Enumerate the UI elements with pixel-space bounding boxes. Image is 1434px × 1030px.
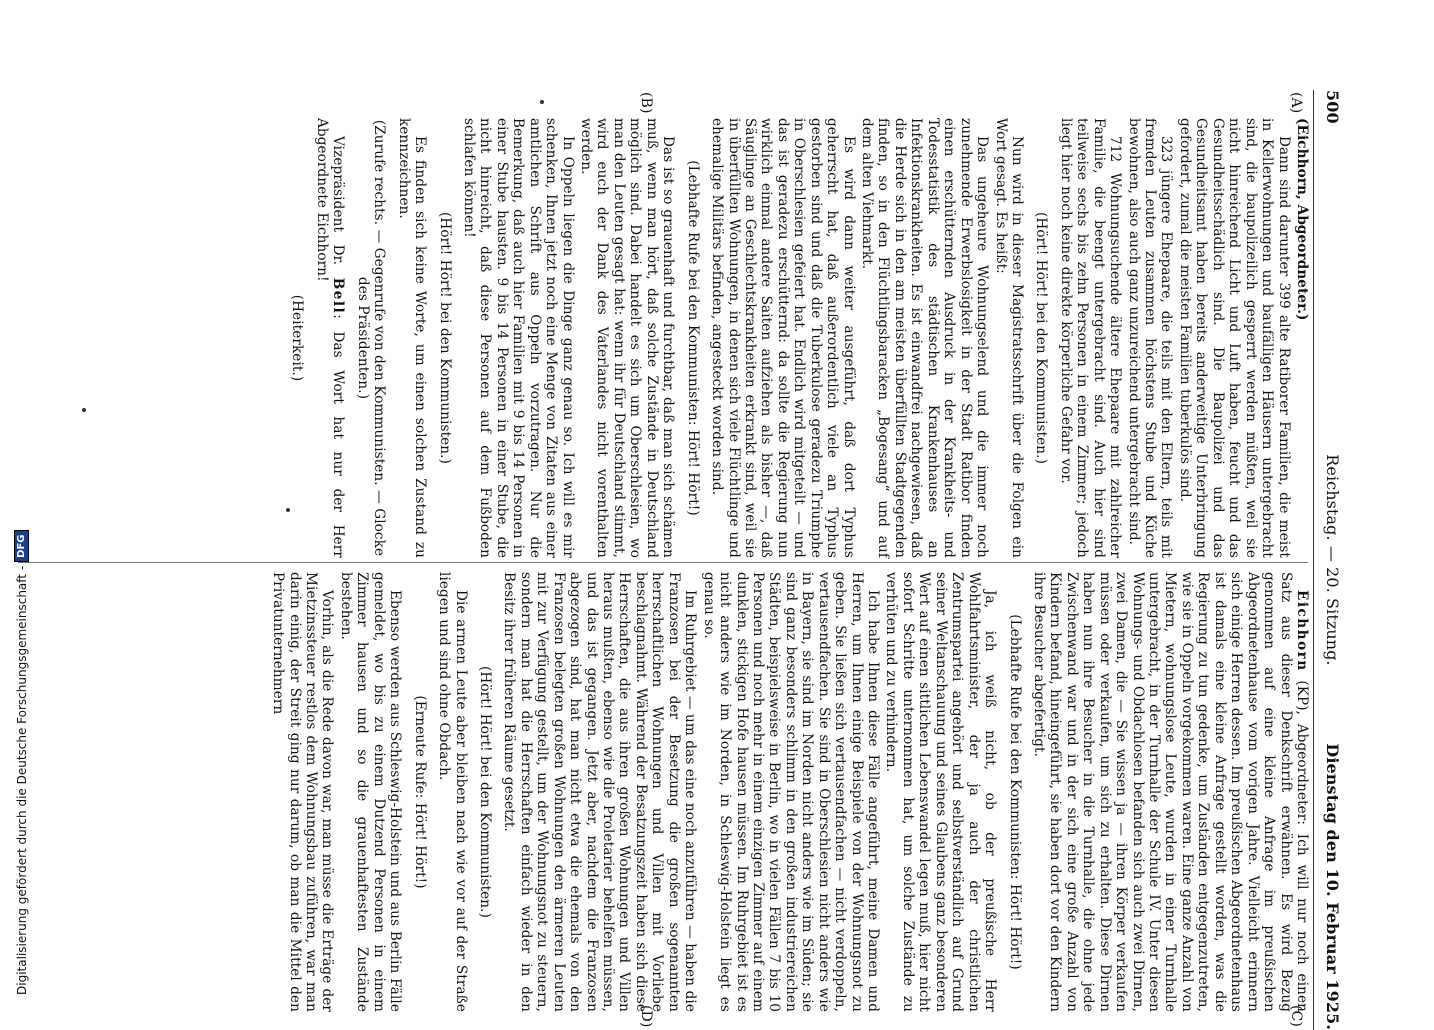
page-number: 500 — [1323, 90, 1342, 124]
margin-marker-b: (B) — [638, 92, 654, 114]
president-statement — [314, 118, 347, 558]
paragraph: Ebenso werden aus Schleswig-Holstein und aus Berlin Fälle gemeldet, wo bis zu einem Dutzend Personen in einem Zimmer hausen und so die grauenhaftesten Zustände bestehen. — [337, 572, 404, 1012]
paragraph: 712 Wohnungsuchende ältere Ehepaare mit zahlreicher Familie, die beengt untergebracht sind. Auch hier sind teilweise sechs bis zehn Personen in einem Zimmer; jedoch liegt hier noch keine direkte körperliche Gefahr vor. — [1057, 118, 1124, 558]
digitization-credit — [14, 531, 29, 996]
paragraph: Ja, ich weiß nicht, ob der preußische Herr Wohlfahrtsminister, der ja auch der christlichen Zentrumspartei angehört und selbstverständlich auf Grund seiner Weltanschauung und seines Glaubens ganz besonderen Wert auf einen sittlichen Lebenswandel legen muß, hier nicht sofort Schritte unternommen hat, um solche Zustände zu verhüten und zu verhindern. — [883, 572, 999, 1012]
speaker-text: (KP), Abgeordneter: Ich will nur noch einen Satz aus dieser Denkschrift erwähnen. Es wird Bezug genommen auf eine kleine Anfrage im preußischen Abgeordnetenhause vom vorigen Jahre. Vielleicht erinnern sich einige Herren dessen. Im preußischen Abgeordnetenhaus ist damals eine kleine Anfrage gestellt worden, was die Regierung zu tun gedenke, um Zuständen entgegenzutreten, wie sie in Oppeln vorgekommen waren. Eine ganze Anzahl von Mietern, wohnungslose Leute, wurden in einer Turnhalle untergebracht, in der Turnhalle der Schule IV. Unter diesen Wohnungs- und Obdachlosen befanden sich auch zwei Dirnen, zwei Damen, die — Sie wissen ja — ihren Körper verkaufen müssen oder verkaufen, um sich zu erhalten. Diese Dirnen haben nun ihre Besucher in die Turnhalle, die ohne jede Zwischenwand war und in der sich eine große Anzahl von Kindern befand, hineingeführt, sie haben dort vor den Kindern ihre Besucher abgefertigt. — [1031, 572, 1310, 1012]
paragraph: 323 jüngere Ehepaare, die teils mit den Eltern, teils mit fremden Leuten zusammen höchstens Stube und Küche bewohnen, also auch ganz unzureichend untergebracht sind. — [1125, 118, 1175, 558]
paragraph: Im Ruhrgebiet — um das eine noch anzuführen — haben die Franzosen bei der Besetzung die großen sogenannten herrschaftlichen Wohnungen und Villen mit Vorliebe beschlagnahmt. Während der Besatzungszeit haben sich diese Herrschaften, die aus ihren großen Wohnungen und Villen heraus mußten, ebenso wie die Proletarier behelfen müssen, und das ist gegangen. Jetzt aber, nachdem die Franzosen abgezogen sind, hat man nicht etwa die ehemals von den Franzosen belegten großen Wohnungen den ärmeren Leuten mit zur Verfügung gestellt, um der Wohnungsnot zu steuern, sondern man hat die Herrschaften einfach wieder in den Besitz ihrer früheren Räume gesetzt. — [501, 572, 699, 1012]
header-title: Reichstag. — 20. Sitzung. — [1323, 454, 1342, 666]
interjection: (Erneute Rufe: Hört! Hört!) — [411, 695, 428, 889]
speaker-name: Eichhorn — [1294, 590, 1310, 672]
paragraph: Das ungeheure Wohnungselend und die immer noch zunehmende Erwerbslosigkeit in der Stadt Ratibor finden einen erschütternden Ausdruck in der Krankheits- und Todesstatistik des städtischen Krankenhauses an Infektionskrankheiten. Es ist einwandfrei nachgewiesen, daß die Herde sich in den am meisten überfüllten Stadtgegenden finden, so in den Flüchtlingsbaracken „Bogesang“ und auf dem alten Viehmarkt. — [859, 118, 991, 558]
paragraph: Es wird dann weiter ausgeführt, daß dort Typhus geherrscht hat, daß außerordentlich viele an Typhus gestorben sind und daß die Tuberkulose geradezu Triumphe in Oberschlesien gefeiert hat. Endlich wird mitgeteilt — und das ist geradezu erschütternd: da sollte die Regierung nun wirklich einmal andere Saiten aufziehen als bisher —, daß Säuglinge an Geschlechtskrankheiten erkrankt sind, weil sie in überfüllten Wohnungen, in denen sich viele Flüchtlinge und ehemalige Militärs befinden, angesteckt worden sind. — [709, 118, 857, 558]
interjection: (Hört! Hört! bei den Kommunisten.) — [477, 666, 493, 918]
credit-text: Digitalisierung gefördert durch die Deutsche Forschungsgemeinschaft - — [14, 565, 29, 995]
paragraph: Vorhin, als die Rede davon war, man müsse die Erträge der Mietzinssteuer restlos dem Wohnungsbau zuführen, war man darin einig, der Streit ging nur darum, ob man die Mittel den Privatunternehmern — [270, 572, 336, 1012]
speaker-header: (Eichhorn, Abgeordneter.) — [1294, 118, 1310, 321]
scan-speck — [286, 508, 290, 512]
paragraph: Ich habe Ihnen diese Fälle angeführt, meine Damen und Herren, um Ihnen einige Beispiele von der Wohnungsnot zu geben. Sie ließen sich vertausendfachen — nicht verdoppeln, vertausendfachen. Sie sind in Oberschlesien nicht anders wie in Bayern, sie sind im Norden nicht anders wie im Süden; sie sind ganz besonders schlimm in den großen industriereichen Städten, beispielsweise in Berlin, wo in vielen Fällen 7 bis 10 Personen und noch mehr in einem einzigen Zimmer auf einem dunklen, stickigen Hofe hausen müssen. Im Ruhrgebiet ist es nicht anders wie im Norden, in Schleswig-Holstein liegt es genau so. — [700, 572, 882, 1012]
interjection: (Hört! Hört! bei den Kommunisten.) — [436, 212, 453, 464]
margin-marker-a: (A) — [1288, 92, 1304, 114]
column-divider — [18, 562, 1308, 563]
president-text: : Das Wort hat nur der Herr Abgeordnete Eichhorn! — [313, 118, 347, 558]
president-name: Bell — [330, 277, 347, 315]
right-column — [10, 572, 1310, 1012]
interjection: (Zurufe rechts. — Gegenrufe von den Kommunisten. — Glocke des Präsidenten.) — [354, 119, 388, 557]
scan-speck — [540, 100, 544, 104]
paragraph: Es finden sich keine Worte, um einen solchen Zustand zu kennzeichnen. — [395, 118, 429, 558]
president-intro: Vizepräsident Dr. — [330, 136, 347, 278]
margin-marker-c: (C) — [1288, 1005, 1304, 1027]
paragraph: Die armen Leute aber bleiben nach wie vor auf der Straße liegen und sind ohne Obdach. — [436, 572, 469, 1012]
interjection: (Lebhafte Rufe bei den Kommunisten: Hört! Hört!) — [684, 160, 701, 516]
interjection: (Lebhafte Rufe bei den Kommunisten: Hört! Hört!) — [1006, 614, 1023, 970]
paragraph: Das ist so grauenhaft und furchtbar, daß man sich schämen muß, wenn man hört, daß solche Zustände in Deutschland möglich sind. Dabei handelt es sich um Oberschlesien, wo man den Leuten gesagt hat: wenn ihr für Deutschland stimmt, wird euch der Dank des Vaterlandes nicht vorenthalten werden. — [578, 118, 677, 558]
interjection: (Heiterkeit.) — [289, 294, 306, 382]
paragraph: In Oppeln liegen die Dinge ganz genau so. Ich will es mir schenken, Ihnen jetzt noch eine Menge von Zitaten aus einer amtlichen Schrift aus Oppeln vorzutragen. Nur die Bemerkung, daß auch hier Familien mit 9 bis 14 Personen in einer Stube hausten. 9 bis 14 Personen in einer Stube, die nicht hinreicht, daß diese Personen auf dem Fußboden schlafen können! — [461, 118, 576, 558]
speaker-paragraph — [1031, 572, 1310, 1012]
rotated-document-page — [4, 90, 1344, 1030]
page-header — [1313, 90, 1344, 1030]
dfg-logo: DFG — [14, 531, 29, 562]
left-column — [10, 118, 1310, 558]
paragraph: Dann sind darunter 399 alte Ratiborer Familien, die meist in Kellerwohnungen und baufälligen Häusern untergebracht sind, die baupolizeilich gesperrt werden müßten, weil sie nicht hinreichend Licht und Luft haben, feucht und das Gesundheitsschädlich sind. Die Baupolizei und das Gesundheitsamt haben bereits anderweitige Unterbringung gefordert, zumal die meisten Familien tuberkulös sind. — [1176, 118, 1292, 558]
scan-speck — [82, 408, 86, 412]
interjection: (Hört! Hört! bei den Kommunisten.) — [1033, 212, 1050, 464]
header-date: Dienstag den 10. Februar 1925. — [1323, 743, 1342, 1030]
paragraph: Nun wird in dieser Magistratsschrift über die Folgen ein Wort gesagt. Es heißt: — [992, 118, 1025, 558]
margin-marker-d: (D) — [638, 1005, 654, 1028]
